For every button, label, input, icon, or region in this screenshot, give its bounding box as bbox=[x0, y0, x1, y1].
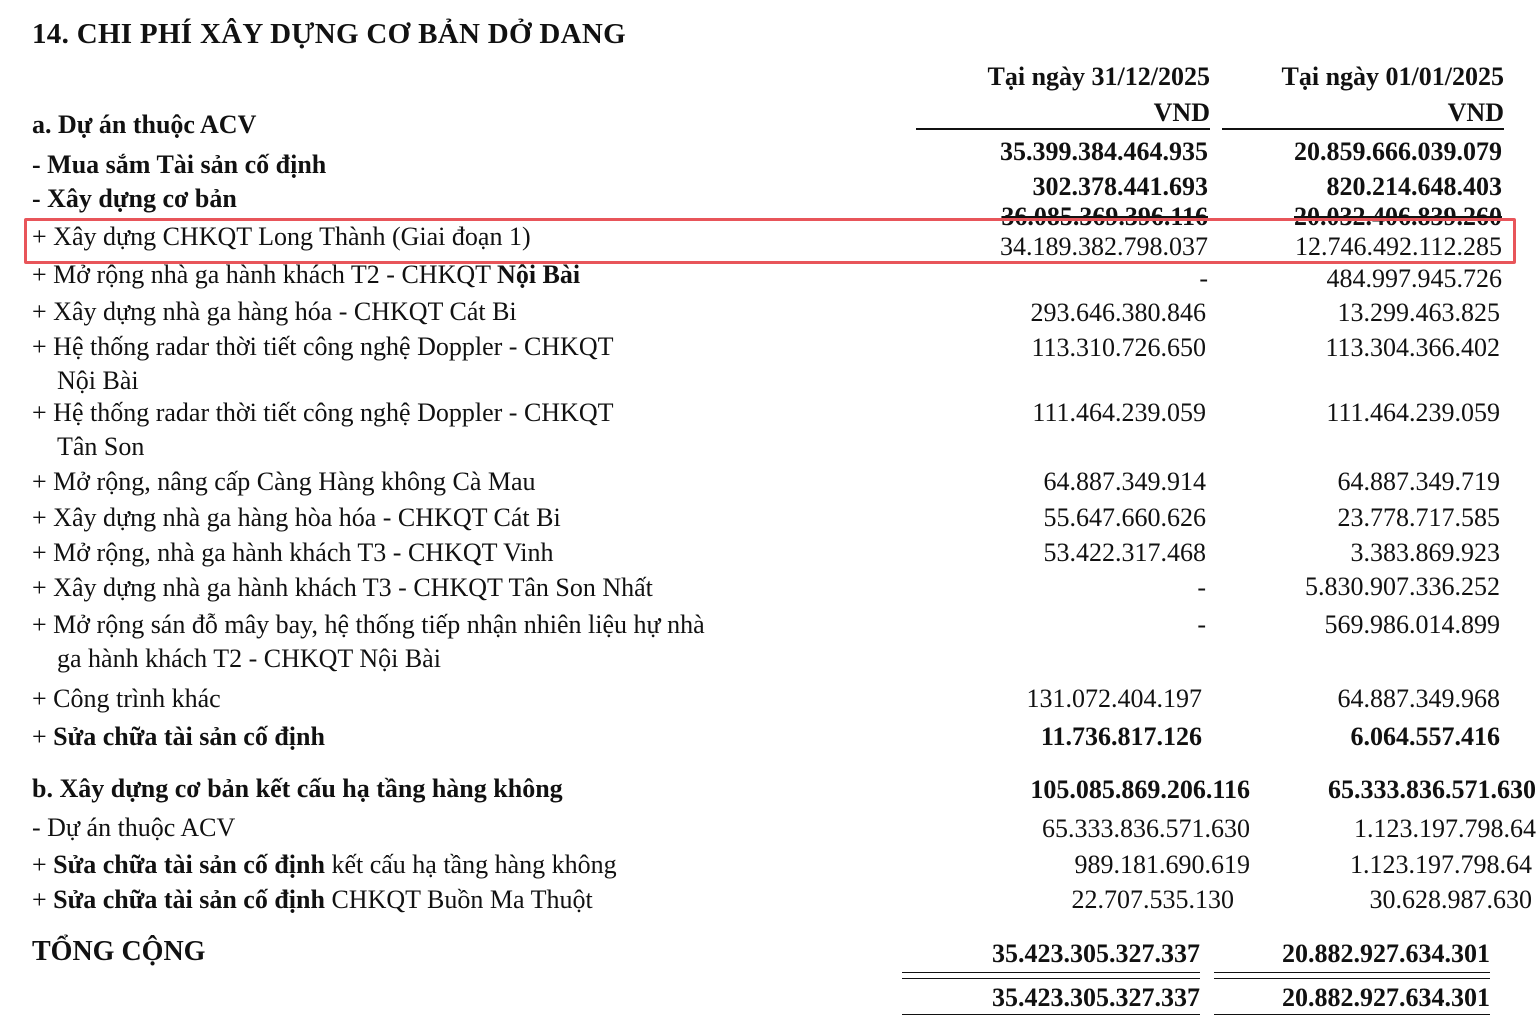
row-label-repair: + Sửa chữa tài sản cố định bbox=[32, 722, 325, 751]
row-value-1: 64.887.349.914 bbox=[1043, 467, 1206, 496]
row-value-1: 105.085.869.206.116 bbox=[1030, 775, 1250, 804]
page-title: 14. CHI PHÍ XÂY DỰNG CƠ BẢN DỞ DANG bbox=[32, 18, 626, 50]
row-value-2: 12.746.492.112.285 bbox=[1294, 232, 1502, 261]
row-label-mua-sam: - Mua sắm Tài sản cố định bbox=[32, 150, 327, 179]
row-value-1: 65.333.836.571.630 bbox=[1042, 814, 1250, 843]
row-value-2: 23.778.717.585 bbox=[1337, 503, 1500, 532]
struck-value-2: 20.032.406.839.260 bbox=[1294, 202, 1502, 231]
row-label: + Sửa chữa tài sản cố định CHKQT Buồn Ma Thuột bbox=[32, 885, 593, 914]
row-value-2: 13.299.463.825 bbox=[1337, 298, 1500, 327]
column-unit-1: VND bbox=[1153, 98, 1210, 127]
row-value-2: 1.123.197.798.64 bbox=[1350, 850, 1532, 879]
row-value-1: 131.072.404.197 bbox=[1026, 684, 1202, 713]
struck-value-1: 36.085.369.396.116 bbox=[1001, 202, 1208, 231]
total-rule-3a bbox=[902, 1014, 1200, 1015]
column-header-2025-12-31: Tại ngày 31/12/2025 bbox=[987, 62, 1210, 91]
row-label: + Xây dựng nhà ga hàng hóa - CHKQT Cát Bi bbox=[32, 297, 517, 326]
row-value-1: 111.464.239.059 bbox=[1032, 398, 1206, 427]
row-label: + Xây dựng nhà ga hành khách T3 - CHKQT Tân Son Nhất bbox=[32, 573, 653, 602]
total-rule-3b bbox=[1214, 1014, 1490, 1015]
row-value-2: 484.997.945.726 bbox=[1326, 264, 1502, 293]
row-value-2: 113.304.366.402 bbox=[1325, 333, 1500, 362]
row-label: + Hệ thống radar thời tiết công nghệ Doppler - CHKQT bbox=[32, 398, 614, 427]
row-value-1: 113.310.726.650 bbox=[1031, 333, 1206, 362]
row-label: + Mở rộng nhà ga hành khách T2 - CHKQT Nội Bài bbox=[32, 260, 581, 289]
row-value-1: 11.736.817.126 bbox=[1040, 722, 1202, 751]
row-label: + Mở rộng, nhà ga hành khách T3 - CHKQT Vinh bbox=[32, 538, 554, 567]
row-label: + Hệ thống radar thời tiết công nghệ Doppler - CHKQT bbox=[32, 332, 614, 361]
section-b-label: b. Xây dựng cơ bản kết cấu hạ tầng hàng không bbox=[32, 774, 563, 803]
total-value-1-repeat: 35.423.305.327.337 bbox=[992, 983, 1200, 1012]
total-rule-1a bbox=[902, 972, 1200, 973]
row-label: + Mở rộng, nâng cấp Càng Hàng không Cà Mau bbox=[32, 467, 536, 496]
row-value-2: 64.887.349.968 bbox=[1337, 684, 1500, 713]
total-rule-2b bbox=[1214, 978, 1490, 979]
row-label-cont: Tân Son bbox=[57, 432, 145, 461]
total-rule-2a bbox=[1214, 972, 1490, 973]
row-value-1: - bbox=[1199, 264, 1208, 293]
row-label: - Dự án thuộc ACV bbox=[32, 813, 236, 842]
total-value-1: 35.423.305.327.337 bbox=[992, 939, 1200, 968]
row-value-2: 6.064.557.416 bbox=[1350, 722, 1500, 751]
header-underline-2 bbox=[1222, 128, 1504, 130]
total-rule-1b bbox=[902, 978, 1200, 979]
section-a-label: a. Dự án thuộc ACV bbox=[32, 110, 257, 139]
row-value-1: 53.422.317.468 bbox=[1043, 538, 1206, 567]
row-value-2: 820.214.648.403 bbox=[1326, 172, 1502, 201]
row-label: + Mở rộng sán đỗ mây bay, hệ thống tiếp nhận nhiên liệu hự nhà bbox=[32, 610, 705, 639]
row-value-1: 989.181.690.619 bbox=[1074, 850, 1250, 879]
row-value-2: 569.986.014.899 bbox=[1324, 610, 1500, 639]
row-label-cont: ga hành khách T2 - CHKQT Nội Bài bbox=[57, 644, 441, 673]
row-label-xdcb: - Xây dựng cơ bản bbox=[32, 184, 237, 213]
total-value-2-repeat: 20.882.927.634.301 bbox=[1282, 983, 1490, 1012]
column-header-2025-01-01: Tại ngày 01/01/2025 bbox=[1281, 62, 1504, 91]
row-value-2: 20.859.666.039.079 bbox=[1294, 137, 1502, 166]
row-value-1: 293.646.380.846 bbox=[1030, 298, 1206, 327]
row-value-2: 3.383.869.923 bbox=[1350, 538, 1500, 567]
row-label: + Công trình khác bbox=[32, 684, 221, 713]
row-value-1: - bbox=[1197, 573, 1206, 602]
row-value-1: - bbox=[1197, 610, 1206, 639]
row-value-2: 64.887.349.719 bbox=[1337, 467, 1500, 496]
row-value-1: 35.399.384.464.935 bbox=[1000, 137, 1208, 166]
row-value-2: 5.830.907.336.252 bbox=[1305, 572, 1500, 601]
row-label: + Xây dựng nhà ga hàng hòa hóa - CHKQT Cát Bi bbox=[32, 503, 561, 532]
total-label: TỔNG CỘNG bbox=[32, 936, 206, 967]
header-underline-1 bbox=[916, 128, 1210, 130]
row-value-1: 34.189.382.798.037 bbox=[1000, 232, 1208, 261]
row-value-1: 55.647.660.626 bbox=[1043, 503, 1206, 532]
row-value-2: 30.628.987.630 bbox=[1369, 885, 1532, 914]
row-label: + Xây dựng CHKQT Long Thành (Giai đoạn 1) bbox=[32, 222, 531, 251]
row-value-2: 1.123.197.798.64 bbox=[1354, 814, 1536, 843]
row-label: + Sửa chữa tài sản cố định kết cấu hạ tầng hàng không bbox=[32, 850, 617, 879]
row-label-cont: Nội Bài bbox=[57, 366, 139, 395]
column-unit-2: VND bbox=[1447, 98, 1504, 127]
row-value-1: 22.707.535.130 bbox=[1071, 885, 1234, 914]
row-value-1: 302.378.441.693 bbox=[1032, 172, 1208, 201]
row-value-2: 111.464.239.059 bbox=[1326, 398, 1500, 427]
row-value-2: 65.333.836.571.630 bbox=[1328, 775, 1536, 804]
total-value-2: 20.882.927.634.301 bbox=[1282, 939, 1490, 968]
